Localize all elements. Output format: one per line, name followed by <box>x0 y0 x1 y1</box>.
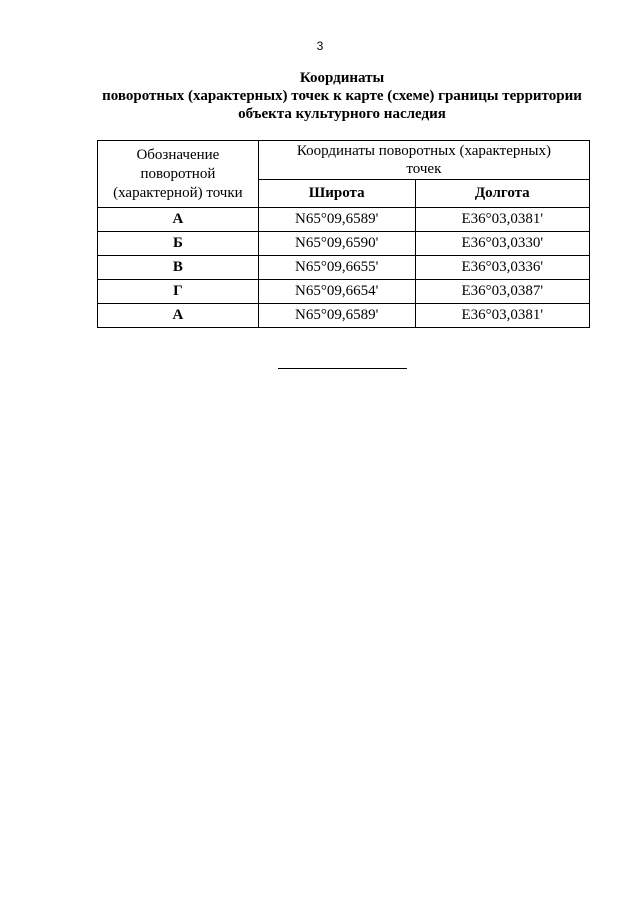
point-cell: Г <box>98 280 259 304</box>
document-title <box>60 69 624 123</box>
header-longitude: Долгота <box>415 180 589 208</box>
table-row <box>98 208 590 232</box>
table-row <box>98 280 590 304</box>
header-designation-line-2: поворотной <box>140 165 216 182</box>
coordinates-table <box>97 140 590 328</box>
point-cell: В <box>98 256 259 280</box>
latitude-cell: N65°09,6654' <box>258 280 415 304</box>
latitude-cell: N65°09,6589' <box>258 208 415 232</box>
latitude-cell: N65°09,6590' <box>258 232 415 256</box>
table-row <box>98 232 590 256</box>
header-designation-line-1: Обозначение <box>136 146 220 163</box>
table-row <box>98 304 590 328</box>
latitude-cell: N65°09,6589' <box>258 304 415 328</box>
longitude-cell: E36°03,0381' <box>415 304 589 328</box>
page-number: 3 <box>316 39 324 53</box>
latitude-cell: N65°09,6655' <box>258 256 415 280</box>
header-coordinates-line-1: Координаты поворотных (характерных) <box>296 143 551 159</box>
point-cell: А <box>98 208 259 232</box>
longitude-cell: E36°03,0336' <box>415 256 589 280</box>
table-header-row <box>98 141 590 180</box>
point-cell: Б <box>98 232 259 256</box>
closing-divider <box>278 368 407 369</box>
point-cell: А <box>98 304 259 328</box>
header-designation <box>98 141 259 208</box>
longitude-cell: E36°03,0387' <box>415 280 589 304</box>
longitude-cell: E36°03,0381' <box>415 208 589 232</box>
header-designation-line-3: (характерной) точки <box>113 184 243 201</box>
header-coordinates-line-2: точек <box>406 161 442 177</box>
title-line-3: объекта культурного наследия <box>238 106 446 122</box>
longitude-cell: E36°03,0330' <box>415 232 589 256</box>
title-line-2: поворотных (характерных) точек к карте (схеме) границы территории <box>102 88 582 104</box>
header-latitude: Широта <box>258 180 415 208</box>
header-coordinates <box>258 141 589 180</box>
title-line-1: Координаты <box>299 70 385 86</box>
table-row <box>98 256 590 280</box>
